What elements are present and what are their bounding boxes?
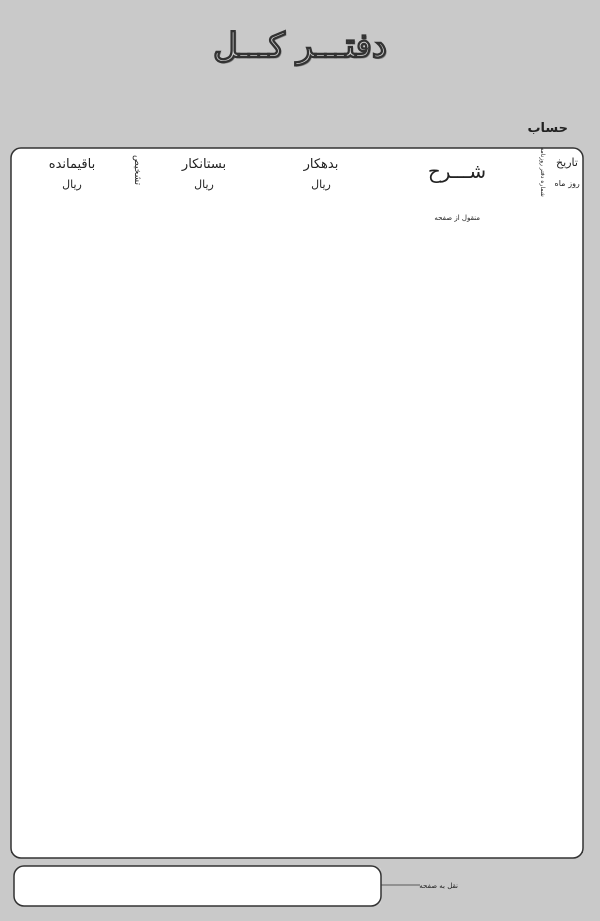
date-header: تاریخ bbox=[556, 156, 578, 169]
description-header: شـــرح bbox=[427, 159, 487, 183]
debit-header: بدهکار bbox=[303, 157, 339, 172]
carried-to-label: نقل به صفحه bbox=[419, 882, 458, 890]
account-label: حساب bbox=[527, 121, 568, 136]
day-header: روز bbox=[568, 179, 580, 188]
detection-header: تشخیص bbox=[132, 154, 142, 186]
main-frame bbox=[11, 148, 583, 858]
debit-currency: ریال bbox=[311, 178, 331, 191]
credit-header: بستانکار bbox=[181, 157, 227, 172]
carried-from-label: منقول از صفحه bbox=[434, 214, 480, 222]
balance-currency: ریال bbox=[62, 178, 82, 191]
page-title: دفتـــر کـــل bbox=[213, 26, 387, 66]
credit-currency: ریال bbox=[194, 178, 214, 191]
doc-number-header: شماره دفتر روزنامه bbox=[539, 147, 546, 197]
summary-frame bbox=[14, 866, 381, 906]
balance-header: باقیمانده bbox=[48, 157, 96, 172]
month-header: ماه bbox=[554, 179, 566, 188]
